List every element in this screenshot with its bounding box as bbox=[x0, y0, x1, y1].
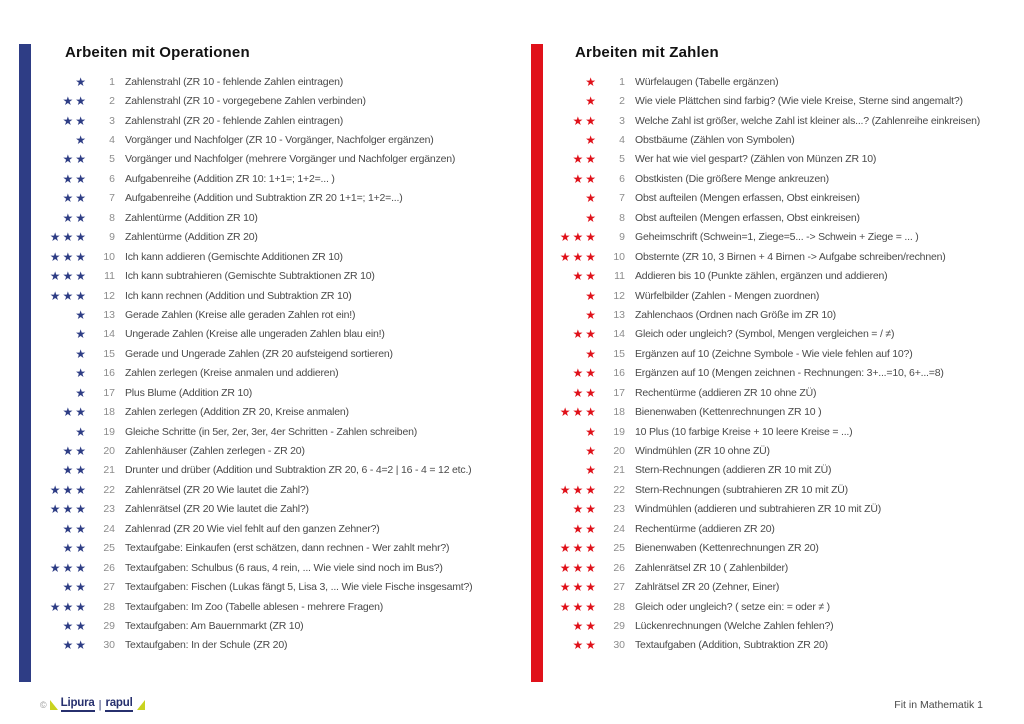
list-item bbox=[556, 247, 1018, 266]
item-number: 23 bbox=[103, 503, 115, 516]
item-number: 29 bbox=[613, 619, 625, 632]
star-rating: ★ bbox=[75, 74, 88, 89]
item-text: Textaufgaben: In der Schule (ZR 20) bbox=[125, 639, 288, 652]
column-operations bbox=[46, 44, 521, 694]
item-number: 5 bbox=[619, 153, 625, 166]
item-number: 26 bbox=[103, 561, 115, 574]
star-rating: ★★ bbox=[572, 521, 598, 536]
item-text: Rechentürme (addieren ZR 20) bbox=[635, 522, 775, 535]
item-text: Stern-Rechnungen (addieren ZR 10 mit ZÜ) bbox=[635, 464, 832, 477]
list-item bbox=[46, 111, 521, 130]
star-rating: ★ bbox=[585, 424, 598, 439]
item-number: 22 bbox=[613, 483, 625, 496]
list-item bbox=[46, 519, 521, 538]
star-rating: ★ bbox=[75, 307, 88, 322]
list-item bbox=[46, 344, 521, 363]
star-rating: ★★ bbox=[62, 638, 88, 653]
list-item bbox=[46, 91, 521, 110]
red-accent-bar bbox=[531, 44, 543, 682]
star-rating: ★★ bbox=[62, 191, 88, 206]
item-number: 7 bbox=[619, 192, 625, 205]
item-number: 1 bbox=[619, 75, 625, 88]
item-number: 20 bbox=[613, 445, 625, 458]
item-number: 14 bbox=[103, 328, 115, 341]
list-item bbox=[46, 130, 521, 149]
item-number: 12 bbox=[613, 289, 625, 302]
list-item bbox=[556, 519, 1018, 538]
star-rating: ★★ bbox=[62, 444, 88, 459]
item-number: 30 bbox=[103, 639, 115, 652]
item-number: 13 bbox=[103, 308, 115, 321]
item-text: Stern-Rechnungen (subtrahieren ZR 10 mit ZÜ) bbox=[635, 483, 848, 496]
star-rating: ★ bbox=[585, 463, 598, 478]
list-item bbox=[46, 597, 521, 616]
list-item bbox=[46, 72, 521, 91]
column-title-operations: Arbeiten mit Operationen bbox=[65, 44, 250, 61]
item-number: 3 bbox=[619, 114, 625, 127]
item-text: Obstbäume (Zählen von Symbolen) bbox=[635, 134, 795, 147]
list-item bbox=[556, 636, 1018, 655]
column-title-numbers: Arbeiten mit Zahlen bbox=[575, 44, 719, 61]
item-text: Plus Blume (Addition ZR 10) bbox=[125, 386, 253, 399]
star-rating: ★ bbox=[585, 191, 598, 206]
list-item bbox=[46, 616, 521, 635]
star-rating: ★★ bbox=[62, 405, 88, 420]
item-text: Zahlenrätsel (ZR 20 Wie lautet die Zahl?) bbox=[125, 503, 309, 516]
item-number: 24 bbox=[103, 522, 115, 535]
list-item bbox=[46, 636, 521, 655]
star-rating: ★★★ bbox=[49, 502, 88, 517]
star-rating: ★ bbox=[75, 346, 88, 361]
star-rating: ★★★ bbox=[559, 405, 598, 420]
star-rating: ★★★ bbox=[49, 230, 88, 245]
list-item bbox=[556, 597, 1018, 616]
list-item bbox=[556, 325, 1018, 344]
star-rating: ★ bbox=[585, 133, 598, 148]
item-text: Zahlentürme (Addition ZR 10) bbox=[125, 211, 258, 224]
item-text: Obst aufteilen (Mengen erfassen, Obst einkreisen) bbox=[635, 192, 860, 205]
list-item bbox=[556, 364, 1018, 383]
item-number: 16 bbox=[613, 367, 625, 380]
item-text: Zahlentürme (Addition ZR 20) bbox=[125, 231, 258, 244]
item-number: 21 bbox=[103, 464, 115, 477]
item-number: 7 bbox=[109, 192, 115, 205]
publisher-logo bbox=[40, 697, 145, 713]
star-rating: ★★★ bbox=[559, 599, 598, 614]
item-number: 11 bbox=[104, 270, 115, 283]
item-number: 30 bbox=[613, 639, 625, 652]
item-text: Zahlenhäuser (Zahlen zerlegen - ZR 20) bbox=[125, 445, 305, 458]
star-rating: ★★★ bbox=[49, 249, 88, 264]
star-rating: ★ bbox=[585, 307, 598, 322]
item-number: 25 bbox=[613, 542, 625, 555]
item-text: Ich kann subtrahieren (Gemischte Subtraktionen ZR 10) bbox=[125, 270, 375, 283]
item-text: Windmühlen (ZR 10 ohne ZÜ) bbox=[635, 445, 770, 458]
item-text: Ich kann addieren (Gemischte Additionen ZR 10) bbox=[125, 250, 343, 263]
list-item bbox=[46, 500, 521, 519]
star-rating: ★ bbox=[585, 346, 598, 361]
item-number: 22 bbox=[103, 483, 115, 496]
list-item bbox=[46, 441, 521, 460]
star-rating: ★★ bbox=[572, 171, 598, 186]
item-text: Wer hat wie viel gespart? (Zählen von Münzen ZR 10) bbox=[635, 153, 877, 166]
star-rating: ★ bbox=[75, 385, 88, 400]
item-text: Zahlenstrahl (ZR 10 - vorgegebene Zahlen verbinden) bbox=[125, 95, 366, 108]
star-rating: ★★★ bbox=[559, 560, 598, 575]
item-number: 2 bbox=[619, 95, 625, 108]
list-item bbox=[46, 305, 521, 324]
list-item bbox=[556, 383, 1018, 402]
item-number: 19 bbox=[613, 425, 625, 438]
star-rating: ★★ bbox=[62, 618, 88, 633]
star-rating: ★★★ bbox=[49, 560, 88, 575]
star-rating: ★★ bbox=[572, 327, 598, 342]
item-text: Ergänzen auf 10 (Zeichne Symbole - Wie viele fehlen auf 10?) bbox=[635, 347, 913, 360]
list-item bbox=[556, 616, 1018, 635]
star-rating: ★★★ bbox=[559, 230, 598, 245]
item-text: Gleiche Schritte (in 5er, 2er, 3er, 4er Schritten - Zahlen schreiben) bbox=[125, 425, 418, 438]
item-number: 25 bbox=[103, 542, 115, 555]
star-rating: ★★ bbox=[62, 210, 88, 225]
list-item bbox=[46, 325, 521, 344]
item-number: 5 bbox=[109, 153, 115, 166]
item-number: 4 bbox=[109, 134, 115, 147]
star-rating: ★★ bbox=[572, 269, 598, 284]
star-rating: ★★★ bbox=[49, 599, 88, 614]
star-rating: ★★ bbox=[62, 521, 88, 536]
list-item bbox=[46, 266, 521, 285]
item-text: Würfelaugen (Tabelle ergänzen) bbox=[635, 75, 779, 88]
item-text: Gerade und Ungerade Zahlen (ZR 20 aufsteigend sortieren) bbox=[125, 347, 393, 360]
list-item bbox=[556, 558, 1018, 577]
item-text: Gleich oder ungleich? (Symbol, Mengen vergleichen = / ≠) bbox=[635, 328, 895, 341]
star-rating: ★★ bbox=[62, 580, 88, 595]
brand-name-primary: Lipura bbox=[61, 698, 95, 713]
item-text: Gerade Zahlen (Kreise alle geraden Zahlen rot ein!) bbox=[125, 308, 356, 321]
star-rating: ★ bbox=[75, 424, 88, 439]
item-number: 20 bbox=[103, 445, 115, 458]
item-number: 18 bbox=[613, 406, 625, 419]
item-text: Zahlenstrahl (ZR 20 - fehlende Zahlen eintragen) bbox=[125, 114, 344, 127]
list-item bbox=[556, 539, 1018, 558]
star-rating: ★★★ bbox=[559, 249, 598, 264]
item-text: Zahlen zerlegen (Addition ZR 20, Kreise anmalen) bbox=[125, 406, 349, 419]
star-rating: ★★ bbox=[62, 152, 88, 167]
item-text: Textaufgabe: Einkaufen (erst schätzen, dann rechnen - Wer zahlt mehr?) bbox=[125, 542, 450, 555]
list-item bbox=[46, 286, 521, 305]
item-text: Würfelbilder (Zahlen - Mengen zuordnen) bbox=[635, 289, 820, 302]
star-rating: ★★ bbox=[62, 113, 88, 128]
numbers-item-list bbox=[556, 72, 1018, 655]
list-item bbox=[46, 150, 521, 169]
star-rating: ★★ bbox=[62, 94, 88, 109]
star-rating: ★★ bbox=[62, 463, 88, 478]
blue-accent-bar bbox=[19, 44, 31, 682]
item-text: Rechentürme (addieren ZR 10 ohne ZÜ) bbox=[635, 386, 817, 399]
item-text: Ergänzen auf 10 (Mengen zeichnen - Rechnungen: 3+...=10, 6+...=8) bbox=[635, 367, 944, 380]
list-item bbox=[556, 72, 1018, 91]
item-text: Textaufgaben: Am Bauernmarkt (ZR 10) bbox=[125, 619, 304, 632]
copyright-symbol: © bbox=[40, 700, 47, 710]
star-rating: ★ bbox=[585, 210, 598, 225]
list-item bbox=[46, 461, 521, 480]
list-item bbox=[556, 305, 1018, 324]
item-text: Vorgänger und Nachfolger (mehrere Vorgänger und Nachfolger ergänzen) bbox=[125, 153, 456, 166]
item-text: Zahlenrätsel (ZR 20 Wie lautet die Zahl?) bbox=[125, 483, 309, 496]
star-rating: ★★ bbox=[572, 152, 598, 167]
item-number: 28 bbox=[613, 600, 625, 613]
list-item bbox=[46, 364, 521, 383]
star-rating: ★★ bbox=[572, 638, 598, 653]
list-item bbox=[46, 539, 521, 558]
brand-name-secondary: rapul bbox=[105, 698, 132, 713]
list-item bbox=[46, 422, 521, 441]
list-item bbox=[556, 441, 1018, 460]
list-item bbox=[556, 130, 1018, 149]
item-text: Bienenwaben (Kettenrechnungen ZR 10 ) bbox=[635, 406, 822, 419]
column-numbers bbox=[556, 44, 1018, 694]
item-text: Welche Zahl ist größer, welche Zahl ist kleiner als...? (Zahlenreihe einkreisen) bbox=[635, 114, 981, 127]
list-item bbox=[46, 247, 521, 266]
item-text: Bienenwaben (Kettenrechnungen ZR 20) bbox=[635, 542, 819, 555]
star-rating: ★★ bbox=[572, 618, 598, 633]
list-item bbox=[556, 228, 1018, 247]
item-number: 10 bbox=[613, 250, 625, 263]
item-text: Zahlenstrahl (ZR 10 - fehlende Zahlen eintragen) bbox=[125, 75, 344, 88]
list-item bbox=[46, 558, 521, 577]
item-number: 8 bbox=[109, 211, 115, 224]
item-number: 27 bbox=[103, 581, 115, 594]
item-number: 26 bbox=[613, 561, 625, 574]
item-text: Drunter und drüber (Addition und Subtraktion ZR 20, 6 - 4=2 | 16 - 4 = 12 etc.) bbox=[125, 464, 472, 477]
list-item bbox=[46, 208, 521, 227]
item-number: 28 bbox=[103, 600, 115, 613]
operations-item-list bbox=[46, 72, 521, 655]
logo-triangle-icon bbox=[137, 700, 145, 710]
list-item bbox=[556, 402, 1018, 421]
star-rating: ★★★ bbox=[559, 541, 598, 556]
star-rating: ★★★ bbox=[49, 288, 88, 303]
item-text: Textaufgaben: Fischen (Lukas fängt 5, Lisa 3, ... Wie viele Fische insgesamt?) bbox=[125, 581, 473, 594]
list-item bbox=[46, 189, 521, 208]
item-number: 9 bbox=[109, 231, 115, 244]
star-rating: ★★ bbox=[572, 366, 598, 381]
item-text: Textaufgaben (Addition, Subtraktion ZR 20) bbox=[635, 639, 828, 652]
item-text: Geheimschrift (Schwein=1, Ziege=5... -> Schwein + Ziege = ... ) bbox=[635, 231, 919, 244]
item-number: 16 bbox=[103, 367, 115, 380]
item-number: 15 bbox=[613, 347, 625, 360]
list-item bbox=[46, 402, 521, 421]
list-item bbox=[46, 228, 521, 247]
item-text: Zahlenrad (ZR 20 Wie viel fehlt auf den ganzen Zehner?) bbox=[125, 522, 380, 535]
star-rating: ★★★ bbox=[559, 580, 598, 595]
list-item bbox=[556, 286, 1018, 305]
item-text: Addieren bis 10 (Punkte zählen, ergänzen und addieren) bbox=[635, 270, 888, 283]
list-item bbox=[556, 500, 1018, 519]
star-rating: ★★★ bbox=[49, 482, 88, 497]
star-rating: ★ bbox=[585, 444, 598, 459]
star-rating: ★★★ bbox=[559, 482, 598, 497]
item-text: Wie viele Plättchen sind farbig? (Wie viele Kreise, Sterne sind angemalt?) bbox=[635, 95, 963, 108]
list-item bbox=[556, 111, 1018, 130]
item-number: 27 bbox=[613, 581, 625, 594]
item-number: 6 bbox=[619, 172, 625, 185]
item-text: 10 Plus (10 farbige Kreise + 10 leere Kreise = ...) bbox=[635, 425, 853, 438]
list-item bbox=[556, 189, 1018, 208]
list-item bbox=[556, 266, 1018, 285]
item-text: Obst aufteilen (Mengen erfassen, Obst einkreisen) bbox=[635, 211, 860, 224]
item-text: Textaufgaben: Im Zoo (Tabelle ablesen - mehrere Fragen) bbox=[125, 600, 384, 613]
item-text: Zahlenchaos (Ordnen nach Größe im ZR 10) bbox=[635, 308, 836, 321]
item-number: 17 bbox=[103, 386, 115, 399]
list-item bbox=[46, 480, 521, 499]
item-number: 21 bbox=[613, 464, 625, 477]
item-number: 15 bbox=[103, 347, 115, 360]
star-rating: ★★ bbox=[572, 113, 598, 128]
item-text: Aufgabenreihe (Addition ZR 10: 1+1=; 1+2=... ) bbox=[125, 172, 335, 185]
item-text: Gleich oder ungleich? ( setze ein: = oder ≠ ) bbox=[635, 600, 830, 613]
item-number: 14 bbox=[613, 328, 625, 341]
list-item bbox=[46, 169, 521, 188]
list-item bbox=[46, 383, 521, 402]
item-number: 29 bbox=[103, 619, 115, 632]
star-rating: ★★ bbox=[572, 385, 598, 400]
star-rating: ★★ bbox=[572, 502, 598, 517]
item-number: 8 bbox=[619, 211, 625, 224]
item-number: 18 bbox=[103, 406, 115, 419]
item-number: 10 bbox=[103, 250, 115, 263]
list-item bbox=[556, 480, 1018, 499]
star-rating: ★ bbox=[75, 327, 88, 342]
list-item bbox=[46, 577, 521, 596]
star-rating: ★ bbox=[75, 366, 88, 381]
star-rating: ★★ bbox=[62, 171, 88, 186]
logo-triangle-icon bbox=[50, 700, 58, 710]
item-number: 3 bbox=[109, 114, 115, 127]
list-item bbox=[556, 169, 1018, 188]
item-number: 6 bbox=[109, 172, 115, 185]
list-item bbox=[556, 577, 1018, 596]
item-number: 12 bbox=[103, 289, 115, 302]
item-number: 9 bbox=[619, 231, 625, 244]
list-item bbox=[556, 91, 1018, 110]
star-rating: ★ bbox=[585, 288, 598, 303]
item-text: Zahlen zerlegen (Kreise anmalen und addieren) bbox=[125, 367, 339, 380]
star-rating: ★★★ bbox=[49, 269, 88, 284]
item-text: Zahlrätsel ZR 20 (Zehner, Einer) bbox=[635, 581, 780, 594]
item-number: 23 bbox=[613, 503, 625, 516]
item-number: 2 bbox=[109, 95, 115, 108]
item-text: Vorgänger und Nachfolger (ZR 10 - Vorgänger, Nachfolger ergänzen) bbox=[125, 134, 434, 147]
item-text: Obsternte (ZR 10, 3 Birnen + 4 Birnen -> Aufgabe schreiben/rechnen) bbox=[635, 250, 946, 263]
item-text: Ich kann rechnen (Addition und Subtraktion ZR 10) bbox=[125, 289, 352, 302]
star-rating: ★ bbox=[585, 74, 598, 89]
item-number: 13 bbox=[613, 308, 625, 321]
brand-divider: | bbox=[98, 699, 102, 711]
item-number: 24 bbox=[613, 522, 625, 535]
item-text: Aufgabenreihe (Addition und Subtraktion ZR 20 1+1=; 1+2=...) bbox=[125, 192, 403, 205]
item-number: 1 bbox=[109, 75, 115, 88]
item-text: Obstkisten (Die größere Menge ankreuzen) bbox=[635, 172, 829, 185]
item-text: Textaufgaben: Schulbus (6 raus, 4 rein, ... Wie viele sind noch im Bus?) bbox=[125, 561, 443, 574]
list-item bbox=[556, 344, 1018, 363]
item-number: 17 bbox=[613, 386, 625, 399]
list-item bbox=[556, 422, 1018, 441]
star-rating: ★ bbox=[75, 133, 88, 148]
item-text: Windmühlen (addieren und subtrahieren ZR 10 mit ZÜ) bbox=[635, 503, 881, 516]
list-item bbox=[556, 150, 1018, 169]
list-item bbox=[556, 461, 1018, 480]
list-item bbox=[556, 208, 1018, 227]
item-number: 19 bbox=[103, 425, 115, 438]
item-text: Ungerade Zahlen (Kreise alle ungeraden Zahlen blau ein!) bbox=[125, 328, 385, 341]
item-number: 4 bbox=[619, 134, 625, 147]
item-number: 11 bbox=[614, 270, 625, 283]
item-text: Lückenrechnungen (Welche Zahlen fehlen?) bbox=[635, 619, 834, 632]
book-title: Fit in Mathematik 1 bbox=[894, 699, 983, 711]
star-rating: ★ bbox=[585, 94, 598, 109]
star-rating: ★★ bbox=[62, 541, 88, 556]
item-text: Zahlenrätsel ZR 10 ( Zahlenbilder) bbox=[635, 561, 789, 574]
